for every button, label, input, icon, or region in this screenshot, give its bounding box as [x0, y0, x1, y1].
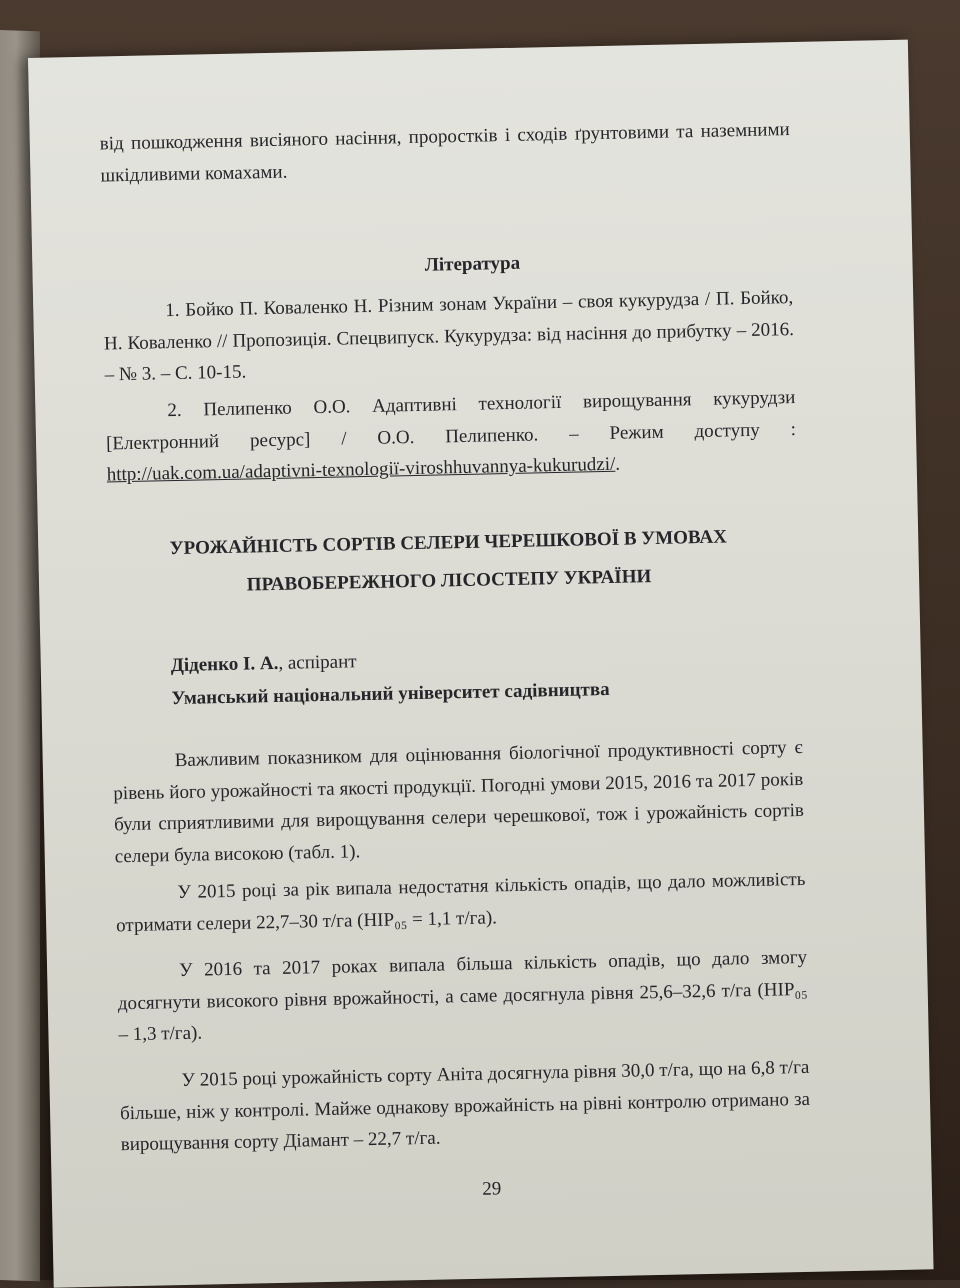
reference-item-2-text: 2. Пелипенко О.О. Адаптивні технології вирощування кукурудзи [Електронний ресурс] / О.О. Пелипенко. – Режим доступу :	[105, 387, 797, 454]
article-title-line-1: УРОЖАЙНІСТЬ СОРТІВ СЕЛЕРИ ЧЕРЕШКОВОЇ В УМОВАХ	[169, 526, 728, 560]
article-paragraph-1: Важливим показником для оцінювання біологічної продуктивності сорту є рівень його урожайності та якості продукції. Погодні умови 2015, 2016 та 2017 років були сприятливими для вирощування селери черешкової, тож і урожайність сортів селери була високою (табл. 1).	[113, 736, 805, 867]
article-title	[98, 517, 799, 608]
article-title-line-2: ПРАВОБЕРЕЖНОГО ЛІСОСТЕПУ УКРАЇНИ	[246, 566, 652, 596]
top-paragraph: від пошкодження висіяного насіння, проростків і сходів ґрунтовими та наземними шкідливими комахами.	[99, 119, 790, 187]
page-number: 29	[482, 1178, 502, 1200]
author-role: , аспірант	[278, 651, 357, 674]
reference-link[interactable]: http://uak.com.ua/adaptivni-texnologiї-viroshhuvannya-kukurudzi/	[106, 453, 616, 486]
article-paragraph-2: У 2015 році за рік випала недостатня кількість опадів, що дало можливість отримати селери 22,7–30 т/га (НІР₀₅ = 1,1 т/га).	[115, 868, 806, 936]
author-line	[171, 651, 357, 677]
organization: Уманський національний університет садівництва	[171, 678, 610, 710]
document-page	[28, 40, 934, 1288]
reference-item-1: 1. Бойко П. Коваленко Н. Різним зонам України – своя кукурудза / П. Бойко, Н. Коваленко // Пропозиція. Спецвипуск. Кукурудза: від насіння до прибутку – 2016. – № 3. – С. 10-15.	[103, 287, 795, 386]
article-paragraph-3: У 2016 та 2017 роках випала більша кількість опадів, що дало змогу досягнути високого рівня врожайності, а саме досягнула рівня 25,6–32,6 т/га (НІР₀₅ – 1,3 т/га).	[117, 946, 808, 1046]
reference-link-tail: .	[615, 453, 621, 475]
article-paragraph-4: У 2015 році урожайність сорту Аніта досягнула рівня 30,0 т/га, що на 6,8 т/га більше, ніж у контролі. Майже однакову врожайність на рівні контролю отримано за вирощування сорту Діамант – 22,7 т/га.	[119, 1056, 811, 1156]
reference-item-2	[105, 382, 797, 491]
author-name: Діденко І. А.	[170, 652, 279, 677]
references-heading: Література	[424, 252, 521, 276]
